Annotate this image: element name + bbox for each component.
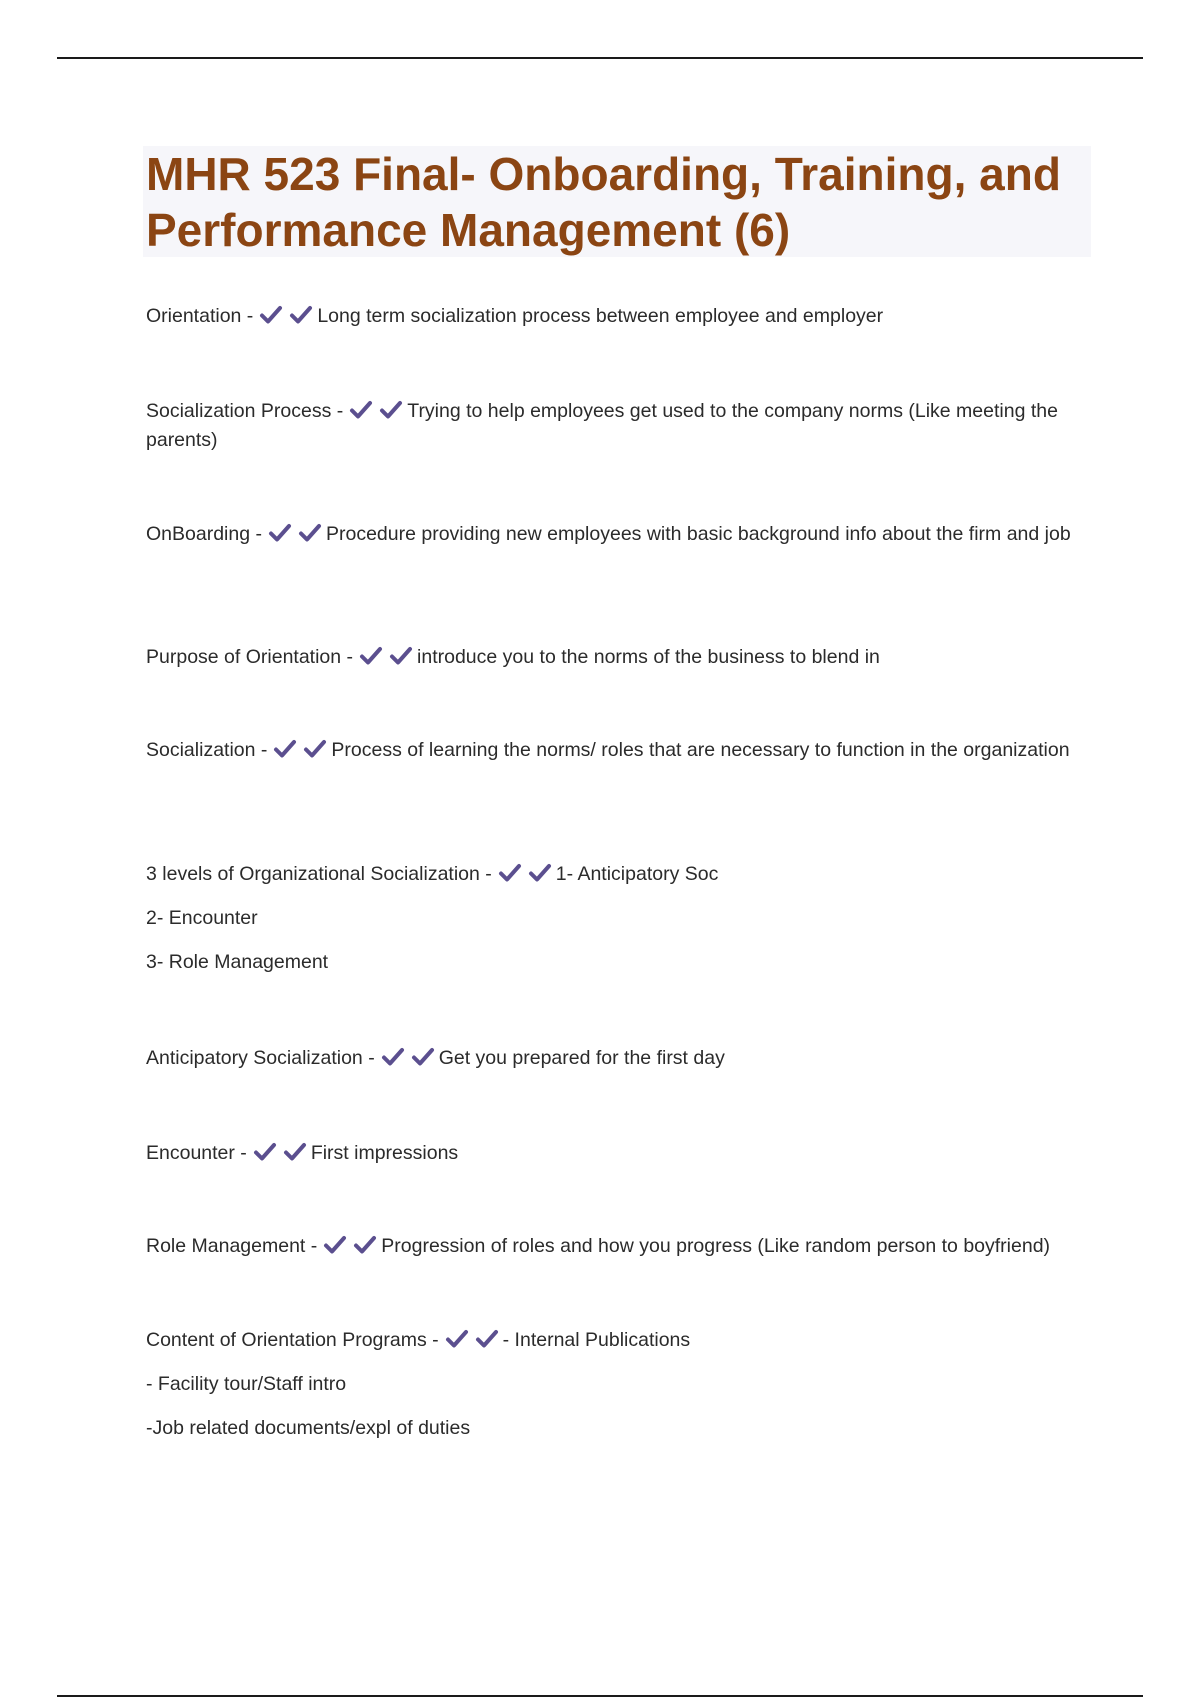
entry-extra-line: 3- Role Management [146,951,329,973]
check-icon [389,646,413,666]
check-icon [253,1142,277,1162]
flashcard-entry [146,1326,1096,1443]
entry-extra-line: - Facility tour/Staff intro [146,1373,347,1395]
entry-term: Anticipatory Socialization - [146,1047,375,1069]
flashcard-entry [146,643,1096,672]
entry-first-line [146,1232,1096,1261]
entry-definition: Get you prepared for the first day [438,1047,725,1069]
entry-definition: - Internal Publications [502,1329,691,1351]
check-icon [268,523,292,543]
flashcard-entry [146,1232,1096,1261]
entry-term: Encounter - [146,1142,247,1164]
check-icon [411,1047,435,1067]
entry-definition: Procedure providing new employees with basic background info about the firm and job [325,523,1071,545]
entry-first-line [146,520,1096,549]
entry-term: OnBoarding - [146,523,262,545]
entry-term: Purpose of Orientation - [146,646,354,668]
entry-term: Socialization - [146,739,268,761]
check-icon [298,523,322,543]
flashcard-entry [146,302,1096,331]
flashcard-entry [146,736,1096,765]
check-icon [359,646,383,666]
flashcard-entry [146,520,1096,549]
entry-first-line [146,1139,1096,1168]
check-icon [445,1329,469,1349]
flashcard-entry [146,1044,1096,1073]
entry-extra-line: 2- Encounter [146,907,258,929]
entry-definition: Long term socialization process between employee and employer [317,305,884,327]
check-icon [353,1235,377,1255]
check-icon [498,863,522,883]
check-icon [259,305,283,325]
flashcard-entry [146,1139,1096,1168]
entry-first-line [146,1326,1096,1355]
check-icon [303,739,327,759]
entry-first-line [146,860,1096,889]
entry-first-line [146,302,1096,331]
document-title: MHR 523 Final- Onboarding, Training, and Performance Management (6) [146,148,1061,256]
entry-first-line [146,397,1096,455]
check-icon [289,305,313,325]
entry-first-line [146,1044,1096,1073]
entry-term: 3 levels of Organizational Socialization - [146,863,492,885]
entry-definition: introduce you to the norms of the business to blend in [417,646,880,668]
entry-term: Content of Orientation Programs - [146,1329,439,1351]
entry-definition: First impressions [310,1142,459,1164]
flashcard-entry [146,860,1096,977]
check-icon [349,400,373,420]
entry-term: Role Management - [146,1235,318,1257]
entry-first-line [146,643,1096,672]
check-icon [475,1329,499,1349]
check-icon [273,739,297,759]
check-icon [381,1047,405,1067]
entry-extra-line: -Job related documents/expl of duties [146,1417,471,1439]
check-icon [323,1235,347,1255]
entry-term: Socialization Process - [146,400,344,422]
flashcard-entry [146,397,1096,455]
header-rule [57,57,1143,59]
check-icon [379,400,403,420]
entry-definition: Progression of roles and how you progress (Like random person to boyfriend) [381,1235,1051,1257]
footer-rule [57,1695,1143,1697]
entry-definition: 1- Anticipatory Soc [555,863,719,885]
entry-definition: Process of learning the norms/ roles that are necessary to function in the organization [331,739,1070,761]
entry-definition: Trying to help employees get used to the company norms (Like meeting the parents) [146,400,1058,451]
entry-first-line [146,736,1096,765]
entry-term: Orientation - [146,305,254,327]
check-icon [283,1142,307,1162]
check-icon [528,863,552,883]
